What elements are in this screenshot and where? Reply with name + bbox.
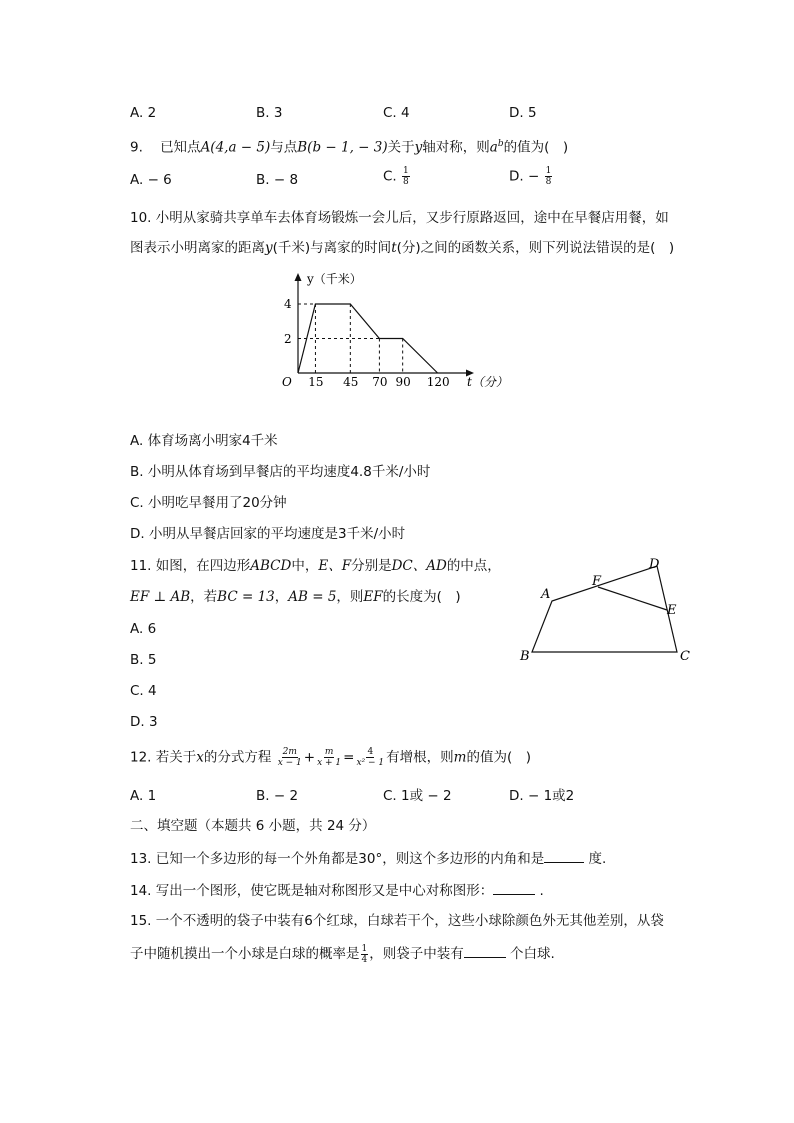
- q9-option-d: [509, 166, 553, 187]
- label-f: F: [592, 574, 602, 589]
- q12-option-a: A. 1: [130, 788, 157, 804]
- q9-text: 与点: [270, 139, 298, 156]
- q11-ef: EF: [363, 589, 383, 605]
- distance-time-graph: [260, 265, 520, 395]
- q12-text: 有增根，则: [386, 749, 454, 766]
- q9-point-b: B(b − 1, − 3): [297, 139, 388, 156]
- x-axis-label: t（分）: [467, 375, 508, 389]
- q11-ab: AB = 5: [288, 589, 337, 605]
- q8-option-b: B. 3: [256, 105, 283, 121]
- q11-ef-perp-ab: EF ⊥ AB: [130, 589, 191, 605]
- q11-option-b: B. 5: [130, 652, 157, 668]
- label-b: B: [520, 649, 530, 664]
- q9-option-d-fraction: [545, 166, 553, 187]
- q9-stem: [130, 134, 568, 158]
- q9-text: 关于: [387, 139, 415, 156]
- y-tick-2: 2: [284, 332, 292, 346]
- section-2-title: 二、填空题（本题共 6 小题，共 24 分）: [130, 818, 376, 834]
- q9-option-b: B. − 8: [256, 172, 299, 188]
- x-tick-70: 70: [372, 375, 388, 389]
- fraction-numerator: m: [324, 747, 334, 757]
- x-tick-90: 90: [395, 375, 411, 389]
- q11-text: 的中点，: [446, 558, 501, 574]
- fraction-denominator: 8: [403, 177, 409, 187]
- y-tick-4: 4: [284, 297, 292, 311]
- q10-text: 图表示小明离家的距离: [130, 240, 265, 256]
- q11-text: 的长度为( ): [382, 589, 461, 605]
- q14-stem: [130, 880, 544, 901]
- q11-option-a: A. 6: [130, 621, 157, 637]
- q9-option-c: [383, 166, 411, 187]
- q11-text: ，则: [336, 589, 364, 605]
- q12-text: 12. 若关于: [130, 749, 197, 766]
- fraction-denominator: x + 1: [317, 758, 342, 768]
- q12-option-d: D. − 1或2: [509, 788, 575, 804]
- q9-option-a: A. − 6: [130, 172, 172, 188]
- q12-fraction-1: [277, 747, 303, 768]
- fraction-numerator: 1: [545, 166, 552, 176]
- q12-text: 的分式方程: [203, 749, 272, 766]
- y-axis-arrow: [295, 273, 302, 281]
- fraction-numerator: 1: [361, 943, 368, 954]
- q11-text: ，: [274, 589, 289, 605]
- x-tick-120: 120: [426, 375, 450, 389]
- q11-text: ，若: [190, 589, 218, 605]
- q10-var-t: t: [391, 240, 397, 256]
- quadrilateral-figure: [510, 552, 710, 672]
- q11-text: 11. 如图，在四边形: [130, 558, 251, 574]
- fraction-denominator: x − 1: [277, 758, 302, 768]
- q9-text: 已知点: [160, 139, 201, 156]
- q15-fraction: [361, 944, 369, 965]
- q13-text: 度.: [584, 851, 607, 867]
- q10-option-c: C. 小明吃早餐用了20分钟: [130, 495, 287, 511]
- fraction-denominator: x² − 1: [356, 758, 385, 768]
- q11-text: 分别是: [351, 558, 392, 574]
- q15-answer-blank[interactable]: [464, 943, 506, 958]
- q8-option-c: C. 4: [383, 105, 410, 121]
- label-e: E: [667, 603, 677, 618]
- q11-bc: BC = 13: [217, 589, 275, 605]
- q11-text: 中，: [291, 558, 319, 574]
- q15-text: ，则袋子中装有: [369, 946, 464, 962]
- origin-label: O: [282, 375, 292, 389]
- q9-number: 9.: [130, 139, 143, 156]
- q15-text: 子中随机摸出一个小球是白球的概率是: [130, 946, 360, 962]
- q9-option-c-fraction: [402, 166, 410, 187]
- q12-var-m: m: [453, 749, 467, 766]
- q12-option-c: C. 1或 − 2: [383, 788, 452, 804]
- x-tick-15: 15: [308, 375, 324, 389]
- q14-text: 14. 写出一个图形，使它既是轴对称图形又是中心对称图形：: [130, 883, 494, 899]
- q12-plus: +: [303, 749, 316, 766]
- q13-text: 13. 已知一个多边形的每一个外角都是30°，则这个多边形的内角和是: [130, 851, 545, 867]
- q12-text: 的值为( ): [466, 749, 532, 766]
- q15-stem-line1: 15. 一个不透明的袋子中装有6个红球，白球若干个，这些小球除颜色外无其他差别，从袋: [130, 913, 664, 929]
- q12-equals: =: [343, 749, 355, 766]
- q11-stem-line1: [130, 556, 501, 576]
- fraction-numerator: 2m: [282, 747, 297, 757]
- q8-option-a: A. 2: [130, 105, 157, 121]
- q14-answer-blank[interactable]: [493, 880, 535, 895]
- q12-fraction-2: [316, 747, 342, 768]
- x-ticks: [308, 375, 449, 389]
- q10-text: (分)之间的函数关系，则下列说法错误的是( ): [396, 240, 675, 256]
- q12-option-b: B. − 2: [256, 788, 299, 804]
- q9-text: 的值为( ): [503, 139, 569, 156]
- q15-text: 个白球.: [505, 946, 555, 962]
- q11-ef: E、F: [318, 558, 352, 574]
- q10-var-y: y: [265, 240, 273, 256]
- q10-option-b: B. 小明从体育场到早餐店的平均速度4.8千米/小时: [130, 464, 431, 480]
- fraction-denominator: 4: [361, 954, 368, 965]
- q12-stem: [130, 747, 531, 768]
- label-a: A: [541, 587, 551, 602]
- y-axis-label: y（千米）: [307, 272, 362, 286]
- q14-text: .: [535, 883, 544, 899]
- q9-expr-base: a: [489, 139, 498, 156]
- label-d: D: [649, 557, 660, 572]
- q9-expr-exp: b: [497, 139, 504, 149]
- q10-stem-line2: [130, 238, 674, 258]
- x-tick-45: 45: [343, 375, 359, 389]
- q9-option-d-label: D. −: [509, 168, 540, 185]
- q10-text: (千米)与离家的时间: [272, 240, 392, 256]
- label-c: C: [680, 649, 690, 664]
- q13-answer-blank[interactable]: [544, 848, 584, 863]
- q11-option-d: D. 3: [130, 714, 158, 730]
- segment-ef: [598, 587, 667, 610]
- quadrilateral-abcd: [532, 566, 677, 652]
- q11-stem-line2: [130, 587, 461, 607]
- fraction-numerator: 1: [403, 166, 409, 176]
- fraction-denominator: 8: [545, 177, 552, 187]
- q9-option-c-label: C.: [383, 168, 397, 185]
- q11-option-c: C. 4: [130, 683, 157, 699]
- q9-text: 轴对称，则: [422, 139, 490, 156]
- q15-stem-line2: [130, 943, 555, 965]
- q12-var-x: x: [196, 749, 204, 766]
- q11-dc-ad: DC、AD: [391, 558, 447, 574]
- q12-fraction-3: [355, 747, 385, 768]
- q10-option-d: D. 小明从早餐店回家的平均速度是3千米/小时: [130, 526, 406, 542]
- q10-option-a: A. 体育场离小明家4千米: [130, 433, 278, 449]
- q11-abcd: ABCD: [250, 558, 292, 574]
- q13-stem: [130, 848, 606, 869]
- q9-axis: y: [414, 139, 423, 156]
- q10-stem-line1: 10. 小明从家骑共享单车去体育场锻炼一会儿后，又步行原路返回，途中在早餐店用餐，如: [130, 210, 669, 226]
- fraction-numerator: 4: [367, 747, 374, 757]
- q8-option-d: D. 5: [509, 105, 537, 121]
- q9-point-a: A(4,a − 5): [200, 139, 271, 156]
